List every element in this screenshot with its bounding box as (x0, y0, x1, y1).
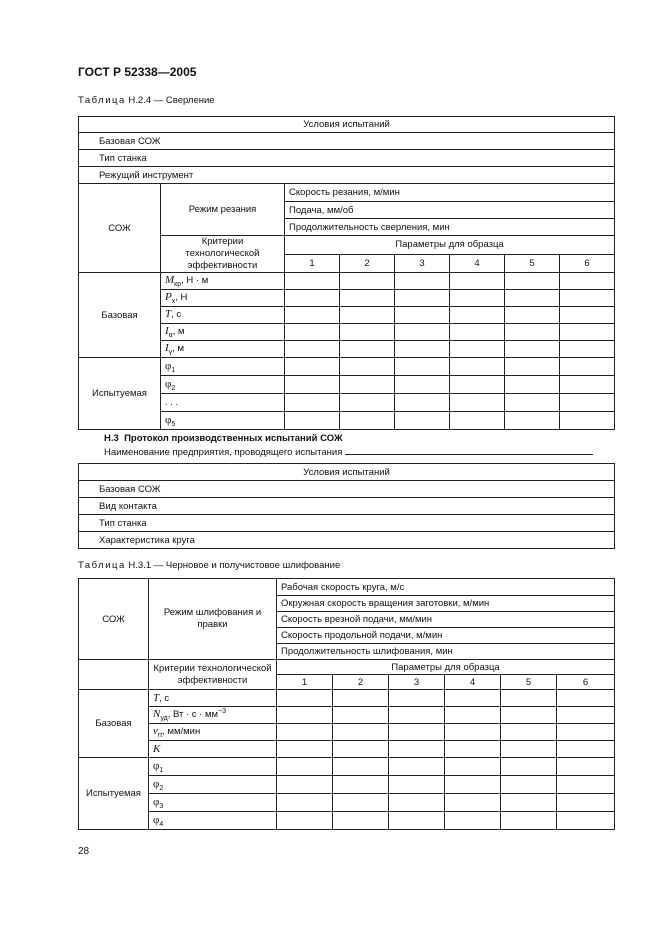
mode-row: Подача, мм/об (285, 202, 615, 219)
document-title: ГОСТ Р 52338—2005 (78, 65, 197, 79)
mode-row: Скорость продольной подачи, м/мин (277, 628, 615, 644)
test-group-label: Испытуемая (79, 358, 161, 430)
enterprise-label: Наименование предприятия, проводящего испытания (104, 447, 343, 458)
params-label: Параметры для образца (277, 660, 615, 675)
condition-row: Базовая СОЖ (79, 133, 615, 150)
condition-row: Вид контакта (79, 498, 615, 515)
condition-row: Базовая СОЖ (79, 481, 615, 498)
section-h3: Н.3 Протокол производственных испытаний СОЖ Наименование предприятия, проводящего испытания (104, 433, 593, 459)
table1-caption-prefix: Таблица (78, 95, 126, 106)
table3-caption (78, 560, 340, 571)
phi-cell: $\varphi_1$ (149, 758, 277, 776)
phi-cell: $\varphi_3$ (149, 794, 277, 812)
phi-cell: $\varphi_4$ (149, 812, 277, 830)
soj-label: СОЖ (79, 579, 149, 660)
condition-row: Тип станка (79, 515, 615, 532)
condition-row: Характеристика круга (79, 532, 615, 549)
phi-cell: $\varphi_2$ (161, 376, 285, 394)
conditions-title: Условия испытаний (79, 117, 615, 133)
criteria-label: Критерии технологической эффективности (149, 660, 277, 690)
param-cell: $P_x$, Н (161, 290, 285, 307)
mode-row: Продолжительность шлифования, мин (277, 644, 615, 660)
col-num: 1 (285, 254, 340, 273)
param-cell: T, с (161, 307, 285, 324)
col-num: 2 (340, 254, 395, 273)
mode-row: Окружная скорость вращения заготовки, м/мин (277, 596, 615, 612)
col-num: 4 (450, 254, 505, 273)
col-num: 2 (333, 675, 389, 690)
grinding-mode-label: Режим шлифования и правки (149, 579, 277, 660)
base-group-label: Базовая (79, 690, 149, 758)
phi-cell: $\varphi_2$ (149, 776, 277, 794)
param-cell: $v_{rt}$, мм/мин (149, 724, 277, 741)
param-cell: $I_\alpha$, м (161, 324, 285, 341)
enterprise-underline (345, 445, 593, 455)
param-cell: $I_\gamma$, м (161, 341, 285, 358)
table-grinding (78, 578, 615, 830)
phi-cell: $\varphi_1$ (161, 358, 285, 376)
mode-row: Рабочая скорость круга, м/с (277, 579, 615, 596)
cutting-mode-label: Режим резания (161, 184, 285, 236)
col-num: 6 (557, 675, 615, 690)
base-group-label: Базовая (79, 273, 161, 358)
params-label: Параметры для образца (285, 236, 615, 255)
table1-caption (78, 95, 215, 106)
col-num: 1 (277, 675, 333, 690)
table3-caption-rest: — Черновое и получистовое шлифование (151, 560, 341, 571)
param-cell: K (149, 741, 277, 758)
col-num: 5 (505, 254, 560, 273)
condition-row: Тип станка (79, 150, 615, 167)
table-conditions (78, 463, 615, 549)
test-group-label: Испытуемая (79, 758, 149, 830)
mode-row: Продолжительность сверления, мин (285, 219, 615, 236)
condition-row: Режущий инструмент (79, 167, 615, 184)
phi-cell: $\varphi_5$ (161, 412, 285, 430)
soj-label: СОЖ (79, 184, 161, 273)
section-title: Протокол производственных испытаний СОЖ (124, 433, 343, 444)
col-num: 3 (389, 675, 445, 690)
param-cell: $M_{кр}$, Н · м (161, 273, 285, 290)
phi-cell: . . . (161, 394, 285, 412)
col-num: 3 (395, 254, 450, 273)
col-num: 4 (445, 675, 501, 690)
page-number: 28 (78, 846, 90, 857)
param-cell: $N_{уд}$, Вт · $с \cdot мм^{-3}$ (149, 707, 277, 724)
col-num: 6 (560, 254, 615, 273)
table1-caption-num: Н.2.4 (128, 95, 152, 106)
table-drilling (78, 116, 615, 430)
criteria-label: Критерии технологической эффективности (161, 236, 285, 273)
table3-caption-num: Н.3.1 (128, 560, 152, 571)
conditions-title: Условия испытаний (79, 464, 615, 481)
table3-caption-prefix: Таблица (78, 560, 126, 571)
param-cell: T, с (149, 690, 277, 707)
mode-row: Скорость резания, м/мин (285, 184, 615, 202)
table1-caption-rest: — Сверление (151, 95, 215, 106)
mode-row: Скорость врезной подачи, мм/мин (277, 612, 615, 628)
col-num: 5 (501, 675, 557, 690)
